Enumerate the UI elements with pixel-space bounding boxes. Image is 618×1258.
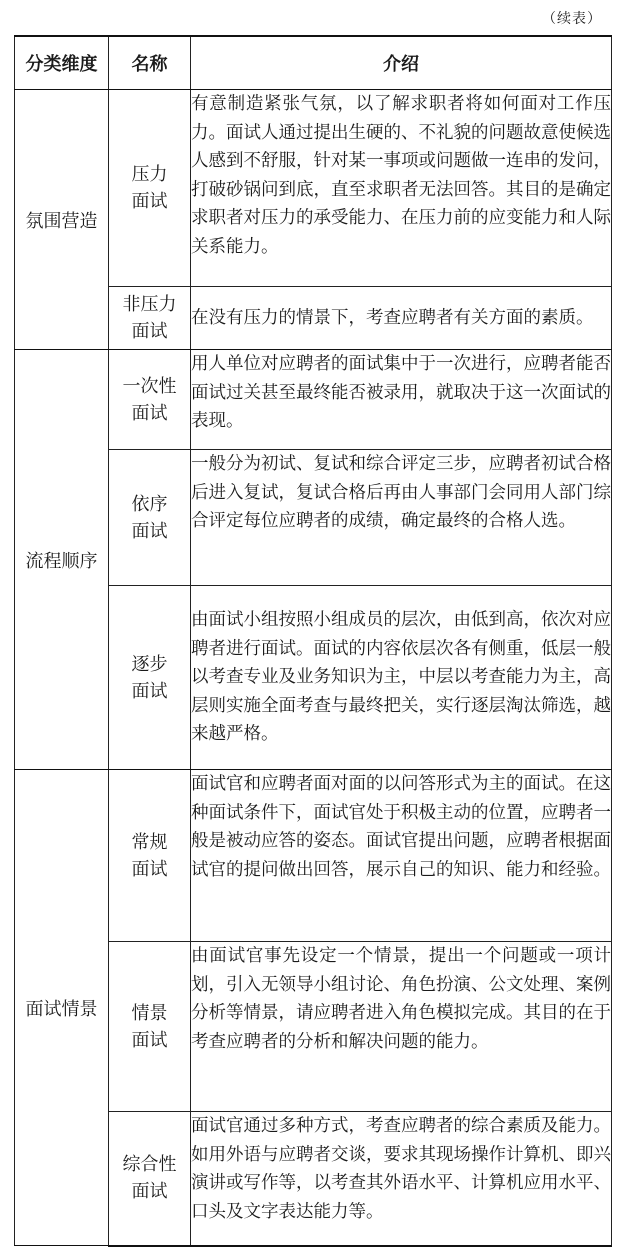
name-line: 压力 bbox=[131, 164, 168, 185]
name-line: 面试 bbox=[131, 1029, 168, 1051]
table-row bbox=[15, 350, 612, 450]
interview-types-table bbox=[14, 35, 612, 1247]
dimension-cell: 流程顺序 bbox=[15, 350, 109, 770]
name-line: 面试 bbox=[131, 402, 168, 424]
continued-label: （续表） bbox=[542, 11, 602, 27]
name-cell bbox=[109, 90, 191, 287]
name-line: 面试 bbox=[131, 321, 168, 342]
name-line: 面试 bbox=[131, 191, 168, 212]
name-line: 综合性 bbox=[122, 1154, 177, 1176]
intro-cell: 由面试小组按照小组成员的层次，由低到高，依次对应聘者进行面试。面试的内容依层次各有侧重，低层一般以考查专业及业务知识为主，中层以考查能力为主，高层则实施全面考查与最终把关，实行逐层淘汰筛选，越来越严格。 bbox=[191, 586, 612, 770]
intro-cell: 一般分为初试、复试和综合评定三步，应聘者初试合格后进入复试，复试合格后再由人事部门会同用人部门综合评定每位应聘者的成绩，确定最终的合格人选。 bbox=[191, 450, 612, 586]
name-cell bbox=[109, 450, 191, 586]
intro-cell: 由面试官事先设定一个情景，提出一个问题或一项计划，引入无领导小组讨论、角色扮演、公文处理、案例分析等情景，请应聘者进入角色模拟完成。其目的在于考查应聘者的分析和解决问题的能力。 bbox=[191, 942, 612, 1112]
dimension-cell: 面试情景 bbox=[15, 770, 109, 1246]
dimension-cell: 氛围营造 bbox=[15, 90, 109, 350]
name-cell bbox=[109, 942, 191, 1112]
name-line: 面试 bbox=[131, 1181, 168, 1203]
intro-cell: 面试官通过多种方式，考查应聘者的综合素质及能力。如用外语与应聘者交谈，要求其现场操作计算机、即兴演讲或写作等，以考查其外语水平、计算机应用水平、口头及文字表达能力等。 bbox=[191, 1112, 612, 1246]
intro-cell: 有意制造紧张气氛，以了解求职者将如何面对工作压力。面试人通过提出生硬的、不礼貌的问题故意使候选人感到不舒服，针对某一事项或问题做一连串的发问，打破砂锅问到底，直至求职者无法回答。其目的是确定求职者对压力的承受能力、在压力前的应变能力和人际关系能力。 bbox=[191, 90, 612, 287]
name-line: 逐步 bbox=[131, 653, 168, 675]
name-cell bbox=[109, 586, 191, 770]
name-cell bbox=[109, 350, 191, 450]
name-cell bbox=[109, 287, 191, 350]
name-line: 面试 bbox=[131, 520, 168, 542]
name-line: 面试 bbox=[131, 680, 168, 702]
intro-cell: 在没有压力的情景下，考查应聘者有关方面的素质。 bbox=[191, 287, 612, 350]
name-line: 非压力 bbox=[122, 294, 177, 315]
name-cell bbox=[109, 770, 191, 942]
intro-cell: 面试官和应聘者面对面的以问答形式为主的面试。在这种面试条件下，面试官处于积极主动的位置，应聘者一般是被动应答的姿态。面试官提出问题，应聘者根据面试官的提问做出回答，展示自己的知识、能力和经验。 bbox=[191, 770, 612, 942]
intro-cell: 用人单位对应聘者的面试集中于一次进行，应聘者能否面试过关甚至最终能否被录用，就取决于这一次面试的表现。 bbox=[191, 350, 612, 450]
header-name: 名称 bbox=[109, 36, 191, 90]
name-cell bbox=[109, 1112, 191, 1246]
table-header-row bbox=[15, 36, 612, 90]
name-line: 一次性 bbox=[122, 375, 177, 397]
table-row bbox=[15, 770, 612, 942]
header-dimension: 分类维度 bbox=[15, 36, 109, 90]
name-line: 依序 bbox=[131, 493, 168, 515]
name-line: 情景 bbox=[131, 1002, 168, 1024]
header-intro: 介绍 bbox=[191, 36, 612, 90]
name-line: 常规 bbox=[131, 831, 168, 853]
table-row bbox=[15, 90, 612, 287]
name-line: 面试 bbox=[131, 858, 168, 880]
